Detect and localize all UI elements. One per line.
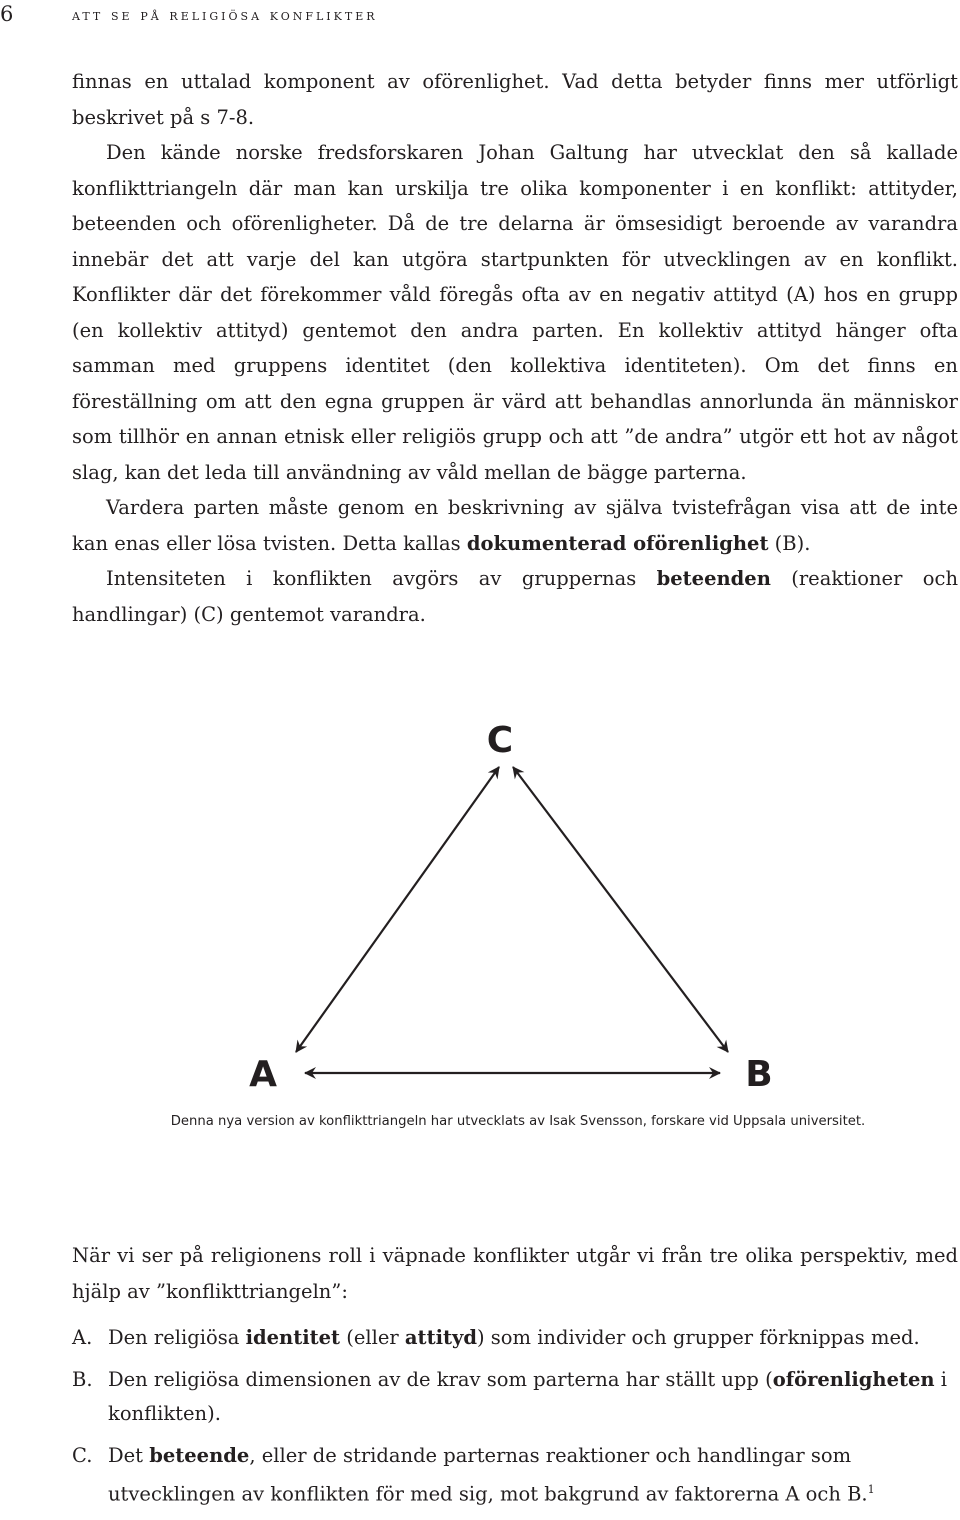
diagram-caption — [0, 1114, 960, 1129]
list-a-text-3: ) som individer och grupper förknippas med. — [476, 1326, 920, 1349]
paragraph-4-term: beteenden — [656, 567, 771, 590]
list-c-text-2: , eller de stridande parternas reaktioner och handlingar som utvecklingen av konflikten för med sig, mot bakgrund av faktorerna A och B. — [108, 1444, 868, 1506]
list-c-text-1: Det — [108, 1444, 150, 1467]
running-head: att se på religiösa konflikter — [72, 6, 378, 24]
page-header — [0, 0, 960, 40]
list-marker-b: B. — [72, 1368, 93, 1391]
list-a-text-2: (eller — [340, 1326, 405, 1349]
paragraph-3-term: dokumenterad oförenlighet — [466, 531, 769, 555]
list-item-b — [72, 1363, 958, 1431]
perspective-list — [72, 1321, 958, 1520]
paragraph-2: Den kände norske fredsforskaren Johan Galtung har utvecklat den så kallade konflikttriangeln där man kan urskilja tre olika komponenter i en konflikt: attityder, beteenden och oförenligheter. Då de tre delarna är ömsesidigt beroende av varandra innebär det att varje del kan utgöra startpunkten för utvecklingen av en konflikt. Konflikter där det förekommer våld föregås ofta av en negativ attityd (A) hos en grupp (en kollektiv attityd) gentemot den andra parten. En kollektiv attityd hänger ofta samman med gruppens identitet (den kollektiva identiteten). Om det finns en föreställning om att den egna gruppen är värd att behandlas annorlunda än människor som tillhör en annan etnisk eller religiös grupp och att ”de andra” utgör ett hot av något slag, kan det leda till användning av våld mellan de bägge parterna. — [72, 141, 958, 484]
list-item-c — [72, 1439, 958, 1512]
list-b-term-1: oförenligheten — [772, 1368, 935, 1391]
vertex-label-c: C — [486, 720, 514, 761]
paragraph-4 — [72, 561, 958, 632]
list-b-text-1: Den religiösa dimensionen av de krav som parterna har ställt upp ( — [108, 1368, 773, 1391]
list-item-a — [72, 1321, 958, 1355]
list-c-term-1: beteende — [149, 1444, 250, 1467]
paragraph-4-text-a: Intensiteten i konflikten avgörs av gruppernas — [106, 567, 657, 590]
vertex-label-a: A — [249, 1054, 277, 1095]
list-marker-a: A. — [72, 1326, 93, 1349]
paragraph-4-text-b: (reaktioner och handlingar) (C) gentemot varandra. — [72, 567, 958, 626]
list-b-text-2: i konflikten). — [108, 1368, 948, 1425]
list-a-term-2: attityd — [404, 1326, 477, 1349]
page-number: 6 — [0, 2, 14, 26]
edge-b-c — [513, 767, 728, 1052]
list-marker-c: C. — [72, 1444, 93, 1467]
list-a-text-1: Den religiösa — [108, 1326, 246, 1349]
intro-paragraph: När vi ser på religionens roll i väpnade konflikter utgår vi från tre olika perspektiv, med hjälp av ”konflikttriangeln”: — [72, 1244, 958, 1303]
paragraph-3-text-b: (B). — [768, 531, 811, 555]
vertex-label-b: B — [745, 1054, 773, 1095]
list-a-term-1: identitet — [245, 1326, 341, 1349]
diagram-caption-text: Denna nya version av konflikttriangeln har utvecklats av Isak Svensson, forskare vid Uppsala universitet. — [170, 1114, 866, 1129]
body-text — [72, 64, 958, 632]
edge-a-c — [296, 767, 499, 1052]
conflict-triangle-diagram — [0, 700, 960, 1120]
paragraph-3 — [72, 490, 958, 561]
footnote-marker: 1 — [867, 1483, 875, 1496]
paragraph-1: finnas en uttalad komponent av oförenlighet. Vad detta betyder finns mer utförligt beskrivet på s 7-8. — [72, 70, 958, 129]
paragraph-3-text-a: Vardera parten måste genom en beskrivning av själva tvistefrågan visa att de inte kan enas eller lösa tvisten. Detta kallas — [72, 496, 958, 555]
